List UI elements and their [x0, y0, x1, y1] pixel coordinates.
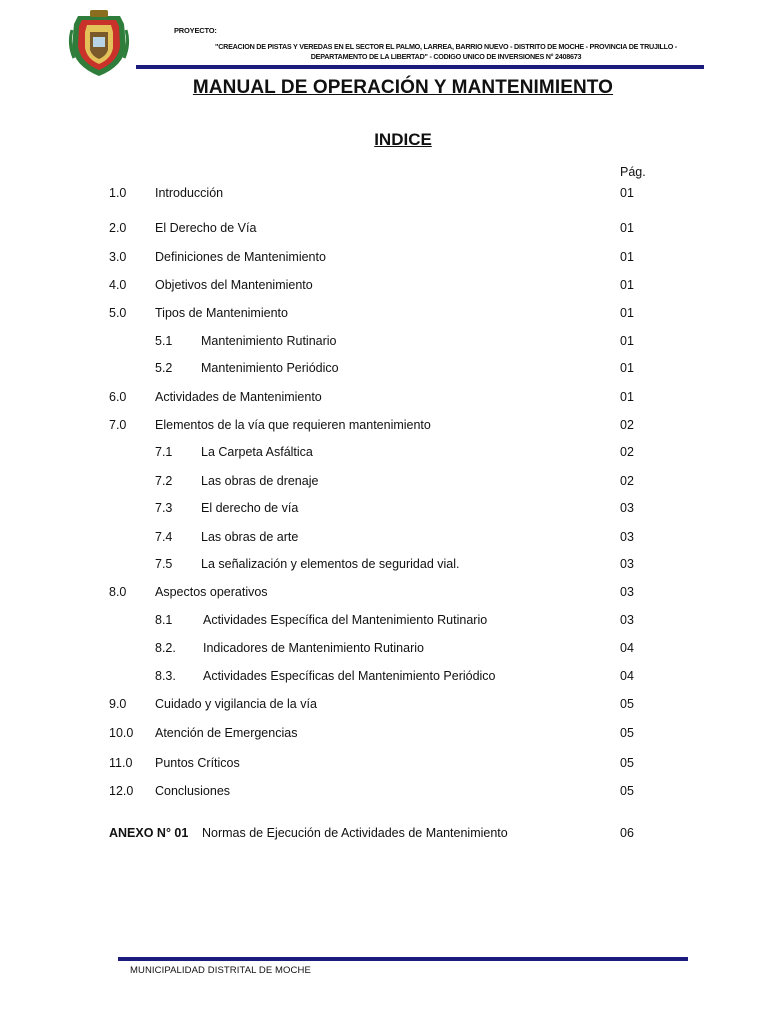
toc-number: 5.0 [109, 306, 127, 320]
toc-number: 7.3 [155, 501, 173, 515]
toc-text: Indicadores de Mantenimiento Rutinario [203, 641, 424, 655]
toc-number: 10.0 [109, 726, 134, 740]
toc-page: 03 [620, 530, 634, 544]
toc-page: 03 [620, 501, 634, 515]
toc-text: Atención de Emergencias [155, 726, 298, 740]
toc-number: 5.1 [155, 334, 173, 348]
toc-page: 03 [620, 613, 634, 627]
document-title: MANUAL DE OPERACIÓN Y MANTENIMIENTO [192, 77, 614, 98]
toc-text: Cuidado y vigilancia de la vía [155, 697, 317, 711]
toc-text: Mantenimiento Periódico [201, 361, 339, 375]
toc-text: Conclusiones [155, 784, 231, 798]
toc-subentry [0, 445, 768, 461]
toc-entry [0, 221, 768, 237]
toc-text: La señalización y elementos de seguridad vial. [201, 557, 460, 571]
toc-number: 8.0 [109, 585, 127, 599]
toc-number: 7.4 [155, 530, 173, 544]
toc-number: 9.0 [109, 697, 127, 711]
toc-annex-entry [0, 826, 768, 842]
toc-text: La Carpeta Asfáltica [201, 445, 313, 459]
toc-subentry [0, 474, 768, 490]
project-description [200, 42, 692, 62]
toc-text: Actividades de Mantenimiento [155, 390, 322, 404]
toc-subentry [0, 613, 768, 629]
toc-subentry [0, 530, 768, 546]
toc-page: 03 [620, 585, 634, 599]
toc-number: 7.0 [109, 418, 127, 432]
toc-page: 01 [620, 221, 634, 235]
toc-page: 04 [620, 669, 634, 683]
toc-text: Mantenimiento Rutinario [201, 334, 337, 348]
toc-page: 01 [620, 306, 634, 320]
project-label: PROYECTO: [174, 26, 217, 35]
toc-text: El derecho de vía [201, 501, 299, 515]
toc-entry [0, 278, 768, 294]
toc-entry [0, 306, 768, 322]
toc-text: Las obras de arte [201, 530, 299, 544]
toc-page: 06 [620, 826, 634, 840]
toc-entry [0, 726, 768, 742]
toc-text: El Derecho de Vía [155, 221, 257, 235]
index-heading: INDICE [374, 130, 432, 149]
toc-page: 03 [620, 557, 634, 571]
toc-text: Tipos de Mantenimiento [155, 306, 288, 320]
footer-text: MUNICIPALIDAD DISTRITAL DE MOCHE [130, 965, 311, 976]
toc-page: 01 [620, 278, 634, 292]
toc-number: 5.2 [155, 361, 173, 375]
toc-page: 02 [620, 445, 634, 459]
toc-text: Aspectos operativos [155, 585, 268, 599]
toc-entry [0, 697, 768, 713]
toc-text: Objetivos del Mantenimiento [155, 278, 313, 292]
toc-entry [0, 784, 768, 800]
header-rule [136, 65, 704, 69]
toc-number: 4.0 [109, 278, 127, 292]
toc-page: 02 [620, 418, 634, 432]
toc-text: Definiciones de Mantenimiento [155, 250, 326, 264]
toc-subentry [0, 361, 768, 377]
toc-entry [0, 418, 768, 434]
toc-page: 05 [620, 784, 634, 798]
toc-number: 11.0 [109, 756, 133, 770]
toc-number: 6.0 [109, 390, 127, 404]
toc-number: 8.2. [155, 641, 176, 655]
toc-number: 8.1 [155, 613, 173, 627]
toc-text: Introducción [155, 186, 224, 200]
toc-number: 7.5 [155, 557, 173, 571]
toc-number: 7.2 [155, 474, 173, 488]
toc-entry [0, 186, 768, 202]
page-column-header: Pág. [620, 165, 646, 179]
footer-rule [118, 957, 688, 961]
toc-page: 01 [620, 186, 634, 200]
toc-number: ANEXO N° 01 [109, 826, 189, 840]
toc-entry [0, 390, 768, 406]
toc-page: 05 [620, 726, 634, 740]
toc-text: Las obras de drenaje [201, 474, 319, 488]
toc-number: 1.0 [109, 186, 127, 200]
toc-number: 3.0 [109, 250, 127, 264]
toc-text: Actividades Específicas del Mantenimiento Periódico [203, 669, 496, 683]
toc-subentry [0, 557, 768, 573]
toc-subentry [0, 501, 768, 517]
toc-page: 04 [620, 641, 634, 655]
toc-entry [0, 756, 768, 772]
toc-page: 02 [620, 474, 634, 488]
toc-page: 01 [620, 250, 634, 264]
project-description-line-2: DEPARTAMENTO DE LA LIBERTAD" - CODIGO UNICO DE INVERSIONES N° 2408673 [310, 52, 582, 61]
toc-number: 2.0 [109, 221, 127, 235]
toc-text: Actividades Específica del Mantenimiento Rutinario [203, 613, 488, 627]
toc-text: Elementos de la vía que requieren mantenimiento [155, 418, 431, 432]
project-description-line-1: "CREACION DE PISTAS Y VEREDAS EN EL SECTOR EL PALMO, LARREA, BARRIO NUEVO - DISTRITO DE MOCHE - PROVINCIA DE TRUJILLO - [215, 42, 677, 51]
toc-number: 8.3. [155, 669, 176, 683]
toc-text: Puntos Críticos [155, 756, 240, 770]
toc-entry [0, 585, 768, 601]
toc-page: 01 [620, 361, 634, 375]
toc-page: 01 [620, 390, 634, 404]
toc-page: 01 [620, 334, 634, 348]
toc-subentry [0, 669, 768, 685]
toc-subentry [0, 641, 768, 657]
municipal-crest-logo [66, 6, 132, 78]
toc-number: 12.0 [109, 784, 134, 798]
toc-entry [0, 250, 768, 266]
toc-text: Normas de Ejecución de Actividades de Mantenimiento [202, 826, 508, 840]
toc-subentry [0, 334, 768, 350]
toc-number: 7.1 [155, 445, 173, 459]
toc-page: 05 [620, 697, 634, 711]
toc-page: 05 [620, 756, 634, 770]
